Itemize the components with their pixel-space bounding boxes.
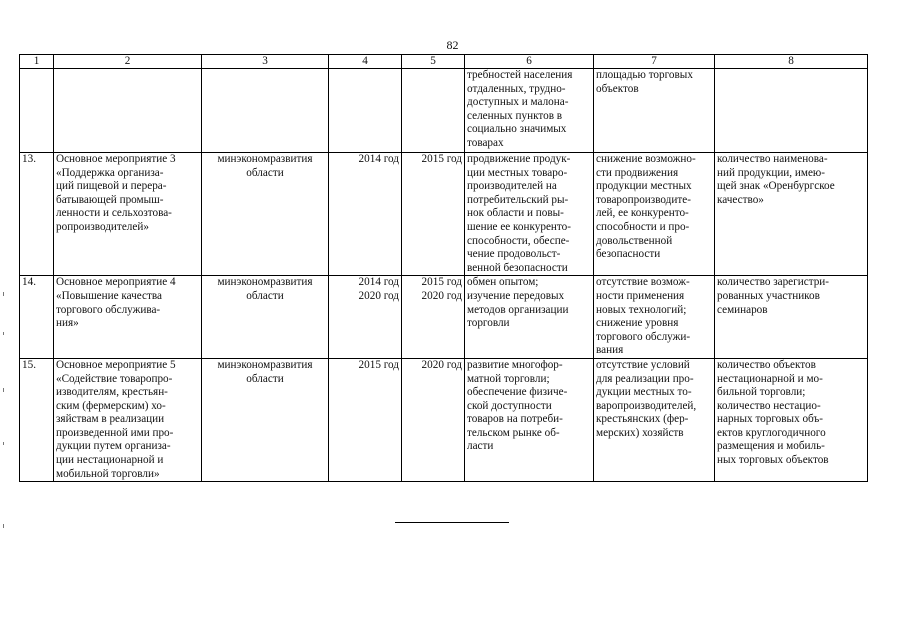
cell-line: лей, ее конкуренто-: [596, 207, 689, 220]
cell-line: отдаленных, трудно-: [467, 82, 566, 95]
cell-line: чение продовольст-: [467, 248, 561, 261]
cell-line: 2014 год: [358, 276, 399, 289]
cell-line: произведенной ими про-: [56, 426, 174, 439]
column-number-row: [20, 55, 868, 69]
cell-line: качество»: [717, 193, 764, 206]
cell-line: 2015 год: [421, 276, 462, 289]
cell-line: ленности и сельхозтова-: [56, 207, 172, 220]
scan-margin-marks: [3, 292, 5, 528]
cell-line: зяйствам в реализации: [56, 413, 165, 426]
cell-line: мерских) хозяйств: [596, 426, 684, 439]
cell-line: изучение передовых: [467, 289, 565, 302]
cell-line: обеспечение физиче-: [467, 386, 568, 399]
cell-line: ния»: [56, 317, 79, 330]
cell-line: способности, обеспе-: [467, 234, 570, 247]
page-number: 82: [446, 38, 459, 52]
cell-line: продвижение продук-: [467, 153, 571, 165]
cell-line: вания: [596, 344, 624, 357]
cell-end-year: [402, 69, 465, 153]
cell-line: ний продукции, имею-: [717, 166, 826, 179]
cell-line: «Содействие товаропро-: [56, 372, 173, 385]
cell-line: снижение возможно-: [596, 153, 696, 165]
cell-line: ции местных товаро-: [467, 166, 568, 179]
cell-line: обмен опытом;: [467, 276, 539, 289]
cell-line: ций пищевой и перера-: [56, 180, 167, 193]
cell-line: области: [246, 166, 284, 179]
cell-line: мобильной торговли»: [56, 467, 160, 480]
cell-activities: [465, 276, 594, 359]
cell-event: [54, 69, 202, 153]
cell-line: отсутствие условий: [596, 358, 690, 371]
cell-consequences: [594, 276, 715, 359]
cell-line: нок области и повы-: [467, 207, 564, 220]
cell-line: ных торговых объектов: [717, 454, 829, 467]
cell-line: ским (фермерским) хо-: [56, 399, 166, 412]
cell-line: безопасности: [596, 248, 661, 261]
cell-line: торгового обслужи-: [596, 330, 691, 343]
cell-line: 2020 год: [421, 358, 462, 371]
cell-line: доступных и малона-: [467, 96, 569, 109]
cell-line: селенных пунктов в: [467, 109, 563, 122]
cell-line: требностей населения: [467, 69, 573, 81]
cell-consequences: [594, 153, 715, 276]
cell-line: Основное мероприятие 3: [56, 153, 176, 165]
cell-line: размещения и мобиль-: [717, 440, 825, 453]
cell-line: венной безопасности: [467, 261, 568, 274]
column-header: 4: [329, 55, 402, 69]
cell-line: минэкономразвития: [217, 153, 313, 165]
cell-line: варопроизводителей,: [596, 399, 697, 412]
cell-line: новых технологий;: [596, 303, 687, 316]
cell-line: 2020 год: [358, 289, 399, 302]
cell-line: потребительский ры-: [467, 193, 569, 206]
cell-start-year: [329, 153, 402, 276]
cell-line: изводителям, крестьян-: [56, 386, 168, 399]
column-header: 1: [20, 55, 54, 69]
cell-event: [54, 358, 202, 481]
cell-executor: [202, 153, 329, 276]
cell-line: 2020 год: [421, 289, 462, 302]
cell-line: «Поддержка организа-: [56, 166, 164, 179]
cell-activities: [465, 69, 594, 153]
table-row: [20, 153, 868, 276]
cell-executor: [202, 276, 329, 359]
cell-line: Основное мероприятие 5: [56, 358, 176, 371]
cell-line: количество объектов: [717, 358, 816, 371]
cell-end-year: [402, 276, 465, 359]
cell-line: ектов круглогодичного: [717, 426, 826, 439]
cell-line: количество зарегистри-: [717, 276, 830, 289]
cell-end-year: [402, 153, 465, 276]
cell-line: способности и про-: [596, 220, 690, 233]
cell-start-year: [329, 69, 402, 153]
cell-indicators: [715, 358, 868, 481]
column-header: 2: [54, 55, 202, 69]
cell-line: батывающей промыш-: [56, 193, 164, 206]
cell-line: ласти: [467, 440, 494, 453]
cell-line: методов организации: [467, 303, 569, 316]
cell-executor: [202, 69, 329, 153]
cell-line: торговли: [467, 317, 510, 330]
cell-line: дукции местных то-: [596, 386, 692, 399]
cell-line: товаров на потреби-: [467, 413, 563, 426]
cell-indicators: [715, 69, 868, 153]
cell-activities: [465, 153, 594, 276]
table-row: [20, 69, 868, 153]
cell-activities: [465, 358, 594, 481]
cell-line: отсутствие возмож-: [596, 276, 690, 289]
cell-line: дукции путем организа-: [56, 440, 171, 453]
cell-line: количество нестацио-: [717, 399, 821, 412]
cell-line: количество наименова-: [717, 153, 828, 165]
cell-line: «Повышение качества: [56, 289, 162, 302]
cell-line: семинаров: [717, 303, 768, 316]
cell-event: [54, 153, 202, 276]
cell-event: [54, 276, 202, 359]
cell-line: ропроизводителей»: [56, 220, 149, 233]
cell-line: сти продвижения: [596, 166, 679, 179]
cell-line: 2015 год: [421, 153, 462, 165]
cell-line: области: [246, 372, 284, 385]
column-header: 6: [465, 55, 594, 69]
cell-line: 2014 год: [358, 153, 399, 165]
cell-line: для реализации про-: [596, 372, 694, 385]
measures-table: [19, 54, 868, 482]
column-header: 5: [402, 55, 465, 69]
cell-consequences: [594, 358, 715, 481]
table-row: [20, 276, 868, 359]
cell-number: [20, 69, 54, 153]
cell-line: снижение уровня: [596, 317, 679, 330]
cell-line: площадью торговых: [596, 69, 693, 81]
column-header: 7: [594, 55, 715, 69]
cell-start-year: [329, 276, 402, 359]
cell-line: 2015 год: [358, 358, 399, 371]
cell-line: тельском рынке об-: [467, 426, 560, 439]
cell-line: шение ее конкуренто-: [467, 220, 571, 233]
cell-indicators: [715, 276, 868, 359]
cell-end-year: [402, 358, 465, 481]
cell-number: 14.: [20, 276, 54, 359]
footer-rule: [395, 522, 509, 523]
cell-consequences: [594, 69, 715, 153]
cell-indicators: [715, 153, 868, 276]
column-header: 3: [202, 55, 329, 69]
column-header: 8: [715, 55, 868, 69]
cell-line: минэкономразвития: [217, 276, 313, 289]
cell-executor: [202, 358, 329, 481]
cell-line: товаропроизводите-: [596, 193, 691, 206]
cell-line: нарных торговых объ-: [717, 413, 823, 426]
cell-line: развитие многофор-: [467, 358, 563, 371]
cell-line: продукции местных: [596, 180, 692, 193]
cell-line: ской доступности: [467, 399, 552, 412]
cell-line: довольственной: [596, 234, 673, 247]
cell-line: крестьянских (фер-: [596, 413, 689, 426]
cell-line: рованных участников: [717, 289, 820, 302]
cell-line: щей знак «Оренбургское: [717, 180, 835, 193]
cell-number: 15.: [20, 358, 54, 481]
cell-line: области: [246, 289, 284, 302]
cell-line: социально значимых: [467, 123, 567, 136]
cell-number: 13.: [20, 153, 54, 276]
cell-line: Основное мероприятие 4: [56, 276, 176, 289]
cell-line: объектов: [596, 82, 639, 95]
cell-line: торгового обслужива-: [56, 303, 161, 316]
cell-line: матной торговли;: [467, 372, 550, 385]
cell-line: производителей на: [467, 180, 557, 193]
table-row: [20, 358, 868, 481]
cell-line: нестационарной и мо-: [717, 372, 823, 385]
cell-line: минэкономразвития: [217, 358, 313, 371]
cell-line: ции нестационарной и: [56, 454, 164, 467]
cell-line: бильной торговли;: [717, 386, 806, 399]
cell-line: ности применения: [596, 289, 685, 302]
cell-line: товарах: [467, 136, 504, 149]
cell-start-year: [329, 358, 402, 481]
